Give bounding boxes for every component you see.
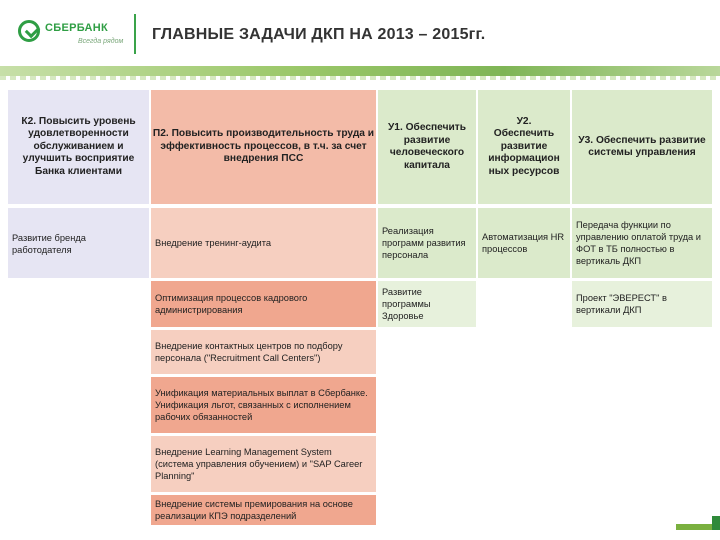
logo-name: СБЕРБАНК <box>45 22 109 34</box>
sberbank-logo <box>18 16 130 56</box>
column-header-u2 <box>478 90 570 204</box>
page-title: ГЛАВНЫЕ ЗАДАЧИ ДКП НА 2013 – 2015гг. <box>152 26 486 43</box>
column-header-u1: У1. Обеспечить развитие человеческого капитала <box>378 90 476 204</box>
u1-item-health-program: Развитие программы Здоровье <box>378 281 476 327</box>
u2-item-hr-automation: Автоматизация HR процессов <box>478 208 570 278</box>
u2-header-line: ных ресурсов <box>488 165 560 177</box>
slide-header <box>0 0 720 66</box>
u2-header-line: информацион <box>488 153 560 165</box>
decorative-band <box>0 66 720 76</box>
u2-header-line: Обеспечить <box>493 128 555 140</box>
p2-item-hr-admin: Оптимизация процессов кадрового администрирования <box>151 281 376 327</box>
p2-item-bonus-system: Внедрение системы премирования на основе реализации КПЭ подразделений <box>151 495 376 525</box>
sberbank-logo-icon <box>18 20 40 42</box>
u1-item-personnel-development: Реализация программ развития персонала <box>378 208 476 278</box>
u3-item-everest-project: Проект "ЭВЕРЕСТ" в вертикали ДКП <box>572 281 712 327</box>
p2-item-lms: Внедрение Learning Management System (система управления обучением) и "SAP Career Planning" <box>151 436 376 492</box>
column-header-p2: П2. Повысить производительность труда и эффективность процессов, в т.ч. за счет внедрения ПСС <box>151 90 376 204</box>
p2-item-recruitment-centers: Внедрение контактных центров по подбору персонала ("Recruitment Call Centers") <box>151 330 376 374</box>
decorative-corner-mark <box>712 516 720 530</box>
u2-header-line: У2. <box>516 115 532 127</box>
header-divider <box>134 14 136 54</box>
logo-tagline: Всегда рядом <box>78 38 124 45</box>
k2-item-employer-brand: Развитие бренда работодателя <box>8 208 149 278</box>
column-header-k2: К2. Повысить уровень удовлетворенности обслуживанием и улучшить восприятие Банка клиентами <box>8 90 149 204</box>
u3-item-payroll-transfer: Передача функции по управлению оплатой труда и ФОТ в ТБ полностью в вертикаль ДКП <box>572 208 712 278</box>
u2-header-line: развитие <box>500 140 548 152</box>
column-header-u3: У3. Обеспечить развитие системы управления <box>572 90 712 204</box>
p2-item-training-audit: Внедрение тренинг-аудита <box>151 208 376 278</box>
decorative-band-dots <box>0 76 720 80</box>
p2-item-payments-unification: Унификация материальных выплат в Сбербанке. Унификация льгот, связанных с исполнением рабочих обязанностей <box>151 377 376 433</box>
